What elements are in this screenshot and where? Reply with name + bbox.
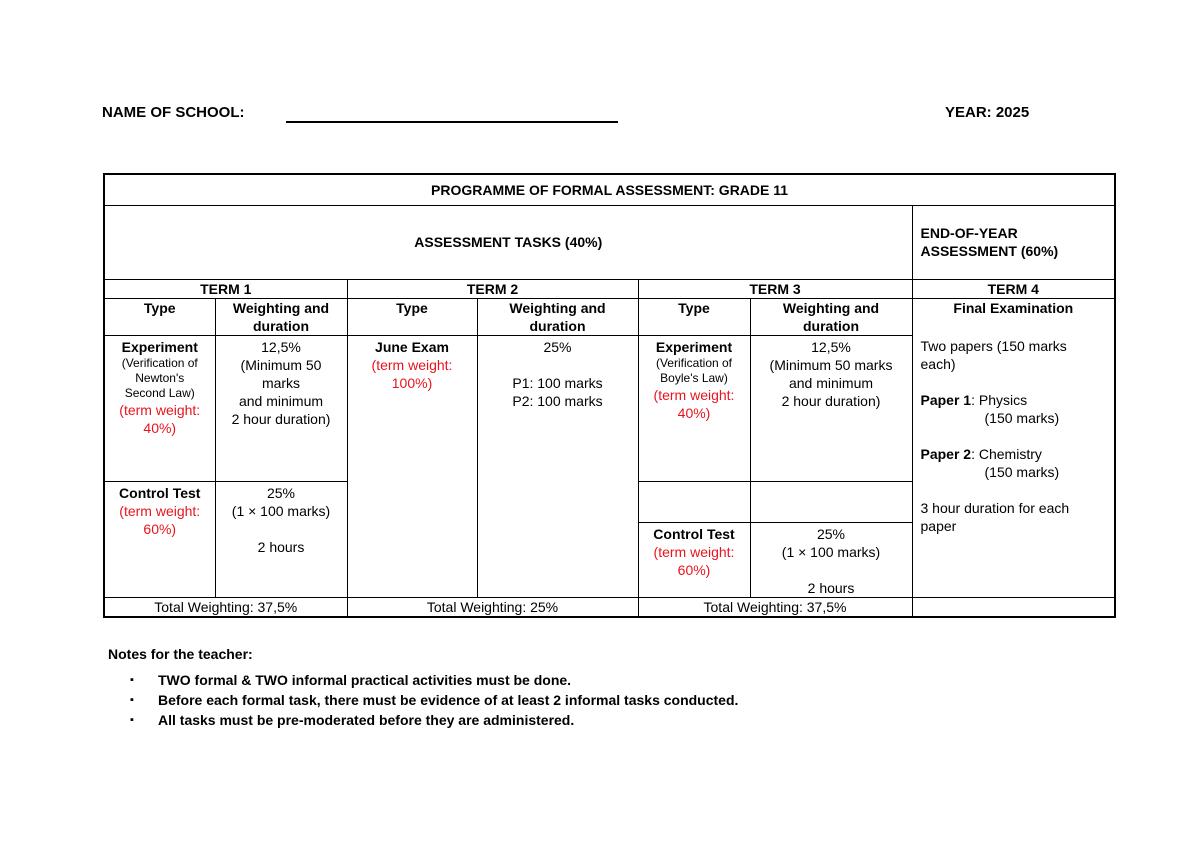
term3-weighting-header: Weighting and duration: [750, 298, 912, 335]
term4-total-blank: [912, 597, 1115, 617]
term1-experiment-type: Experiment (Verification of Newton's Second Law) (term weight: 40%): [104, 335, 215, 481]
term3-control-test-type: Control Test (term weight: 60%): [638, 481, 750, 597]
notes-list: [108, 670, 738, 730]
term2-heading: TERM 2: [347, 279, 638, 298]
teacher-notes: [108, 646, 738, 730]
term1-control-test-weighting: 25% (1 × 100 marks) 2 hours: [215, 481, 347, 597]
term2-june-exam-weighting: 25% P1: 100 marks P2: 100 marks: [477, 335, 638, 597]
term4-final-exam-header: Final Examination: [912, 298, 1115, 335]
table-title: PROGRAMME OF FORMAL ASSESSMENT: GRADE 11: [104, 174, 1115, 205]
bullet-icon: ▪: [130, 714, 134, 726]
term2-type-header: Type: [347, 298, 477, 335]
term3-experiment-weighting: 12,5% (Minimum 50 marks and minimum 2 hour duration): [750, 335, 912, 481]
assessment-tasks-heading: ASSESSMENT TASKS (40%): [104, 205, 912, 279]
school-name-label: NAME OF SCHOOL:: [102, 104, 245, 121]
term2-june-exam-type: June Exam (term weight: 100%): [347, 335, 477, 597]
bullet-icon: ▪: [130, 694, 134, 706]
school-name-blank-line[interactable]: [286, 121, 618, 123]
term1-heading: TERM 1: [104, 279, 347, 298]
bullet-icon: ▪: [130, 674, 134, 686]
term3-control-test-weighting: 25% (1 × 100 marks) 2 hours: [750, 481, 912, 597]
year-label: YEAR: 2025: [945, 104, 1030, 121]
notes-title: Notes for the teacher:: [108, 646, 253, 662]
term2-weighting-header: Weighting and duration: [477, 298, 638, 335]
assessment-programme-table: [103, 173, 1116, 618]
term4-heading: TERM 4: [912, 279, 1115, 298]
term3-experiment-type: Experiment (Verification of Boyle's Law) (term weight: 40%): [638, 335, 750, 481]
term3-heading: TERM 3: [638, 279, 912, 298]
end-of-year-heading: END-OF-YEAR ASSESSMENT (60%): [912, 205, 1115, 279]
list-item: ▪ Before each formal task, there must be evidence of at least 2 informal tasks conducted.: [130, 692, 739, 708]
term3-total-weighting: Total Weighting: 37,5%: [638, 597, 912, 617]
list-item: ▪ TWO formal & TWO informal practical activities must be done.: [130, 672, 572, 688]
term4-final-exam-details: Two papers (150 marks each) Paper 1: Physics (150 marks) Paper 2: Chemistry (150 marks) 3 hour duration for each paper: [912, 335, 1115, 597]
term1-weighting-header: Weighting and duration: [215, 298, 347, 335]
list-item: ▪ All tasks must be pre-moderated before they are administered.: [130, 712, 575, 728]
term3-type-header: Type: [638, 298, 750, 335]
term1-total-weighting: Total Weighting: 37,5%: [104, 597, 347, 617]
term2-total-weighting: Total Weighting: 25%: [347, 597, 638, 617]
term1-control-test-type: Control Test (term weight: 60%): [104, 481, 215, 597]
term1-experiment-weighting: 12,5% (Minimum 50 marks and minimum 2 hour duration): [215, 335, 347, 481]
term1-type-header: Type: [104, 298, 215, 335]
